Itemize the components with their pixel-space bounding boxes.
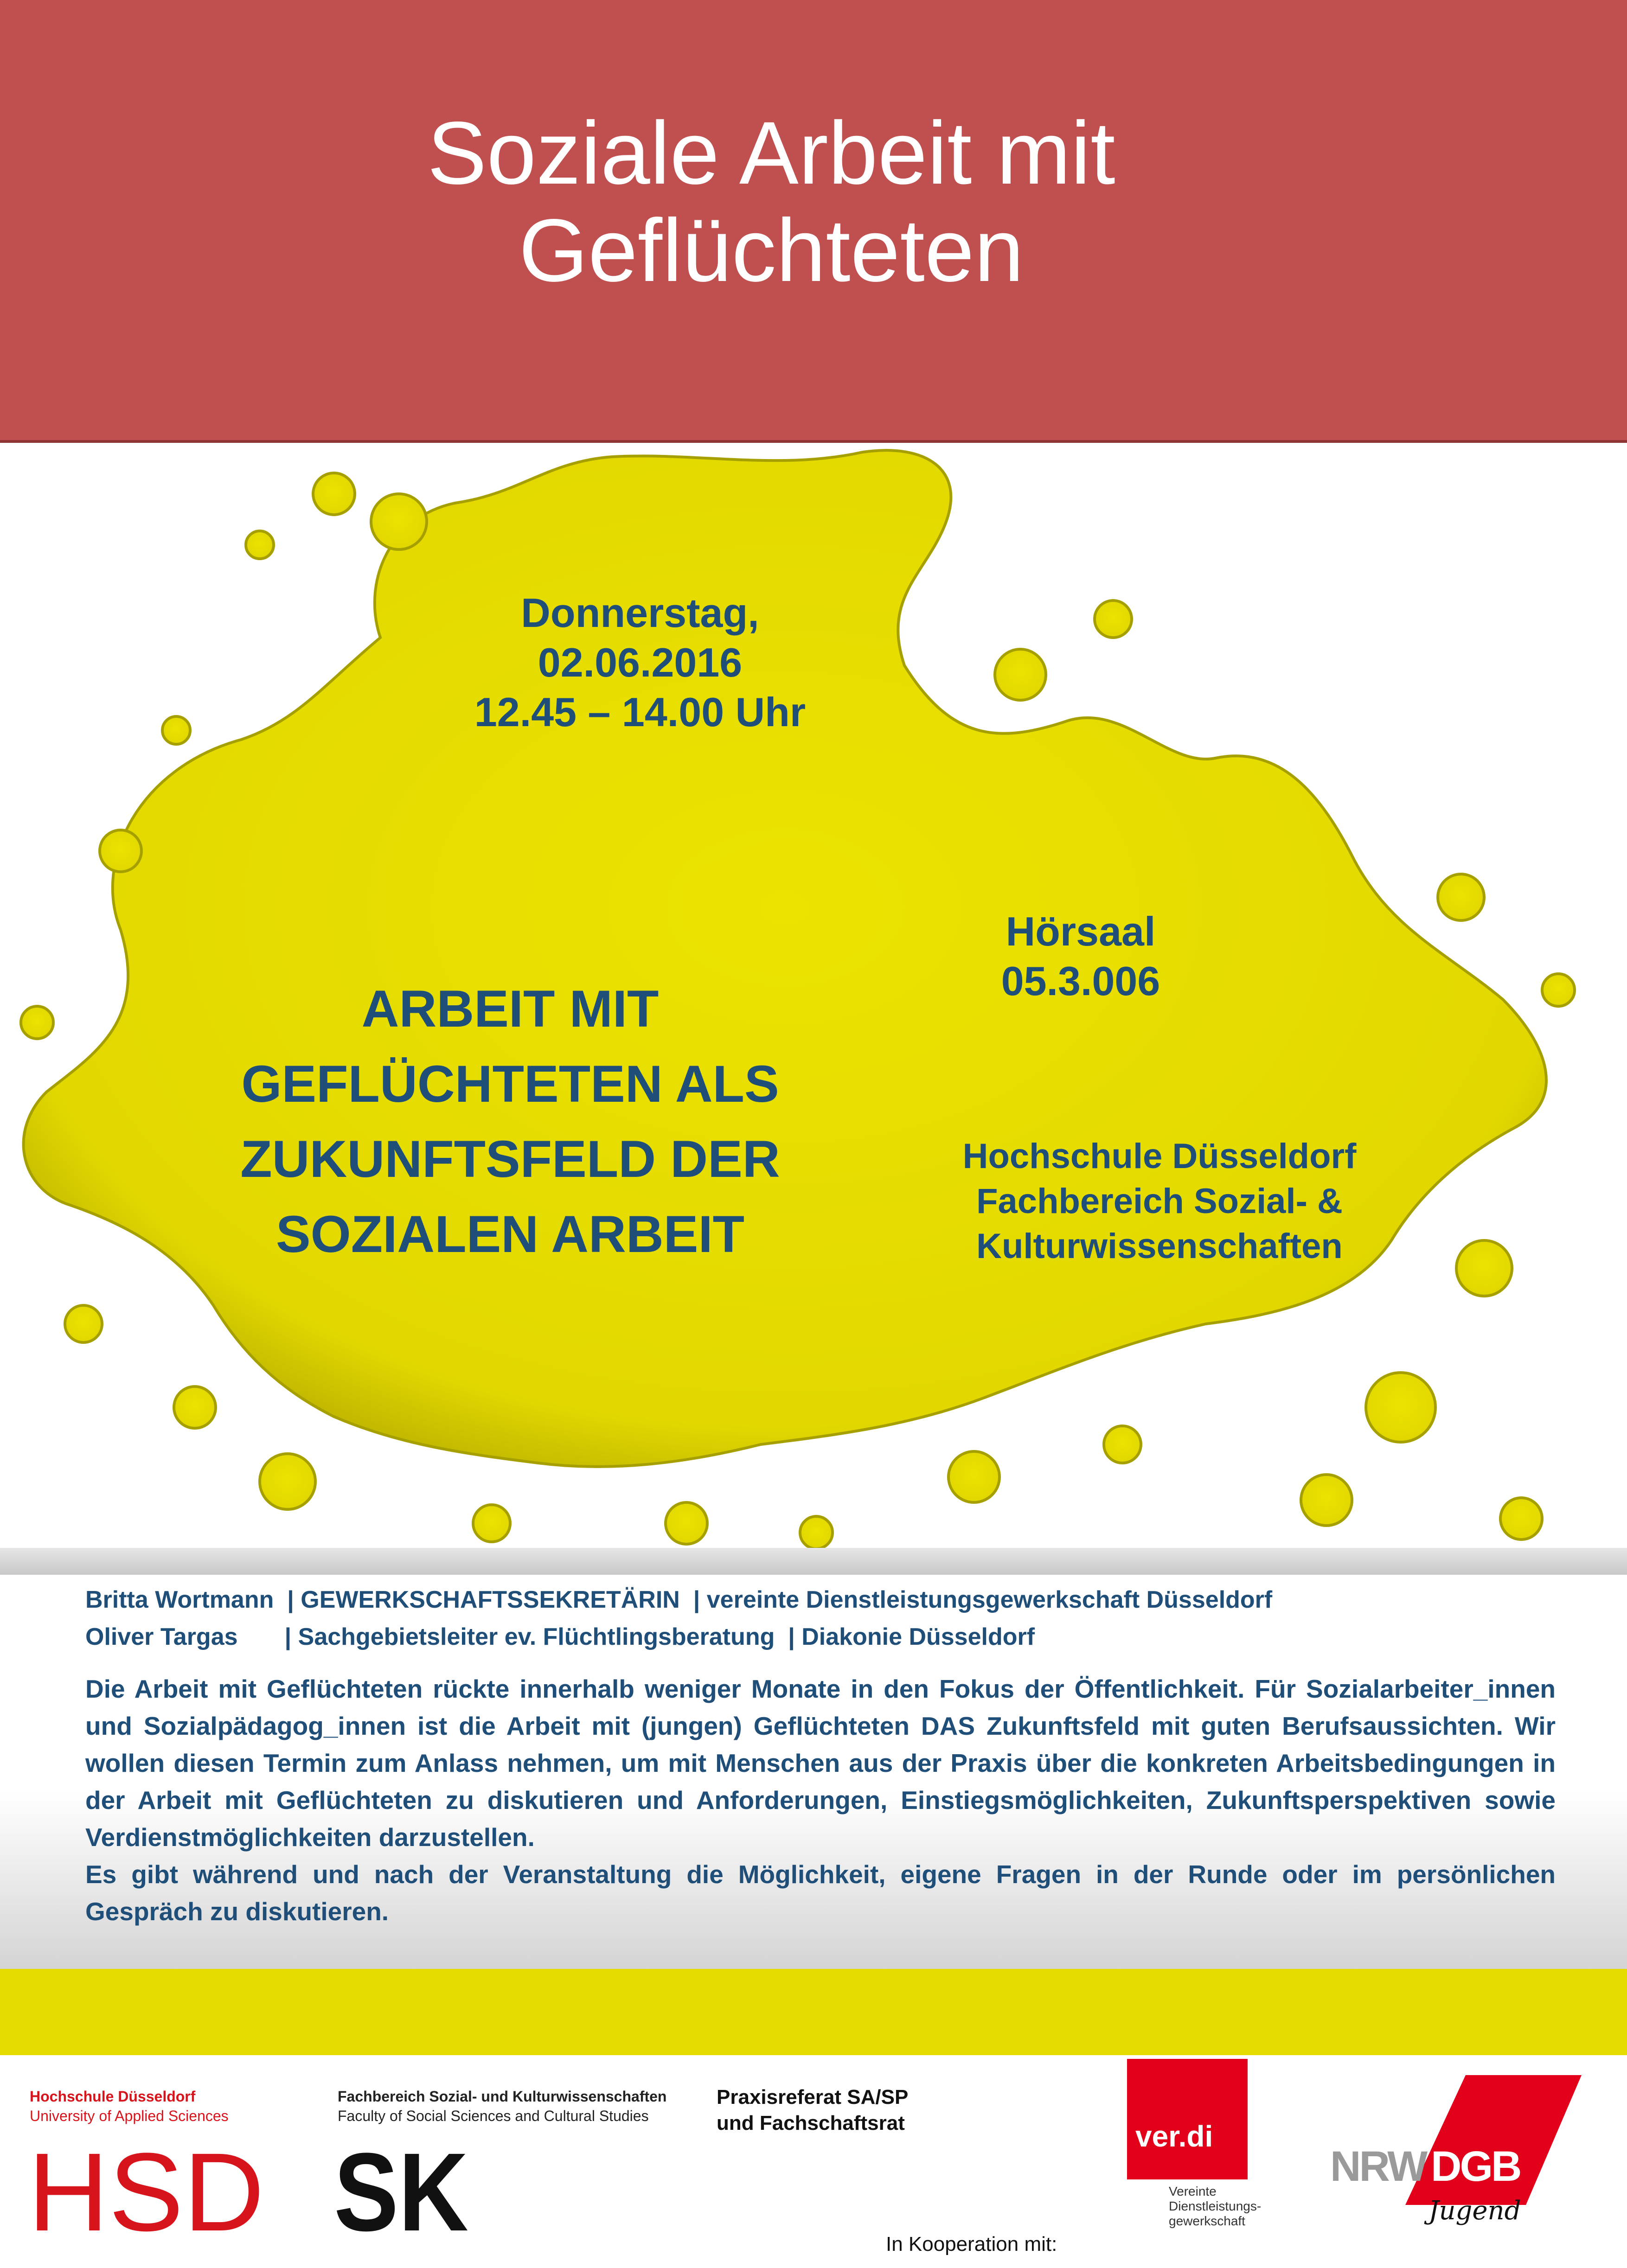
- yellow-footer-band: [0, 1969, 1627, 2055]
- location-line-1: Hochschule Düsseldorf: [962, 1137, 1357, 1176]
- title-line-2: Geflüchteten: [519, 200, 1024, 300]
- verdi-logo-text: ver.di: [1135, 2120, 1213, 2153]
- page-title: [0, 104, 1543, 299]
- speaker-list: [85, 1581, 1272, 1655]
- verdi-sub-line-2: Dienstleistungs-: [1169, 2199, 1262, 2213]
- event-location-block: [881, 1134, 1438, 1269]
- description-paragraph-2: Es gibt während und nach der Veranstaltung die Möglichkeit, eigene Fragen in der Runde oder im persönlichen Gespräch zu diskutieren.: [85, 1860, 1556, 1926]
- location-line-2: Fachbereich Sozial- &: [976, 1182, 1343, 1221]
- title-banner: [0, 0, 1627, 443]
- event-date-block: [464, 588, 816, 737]
- event-room-block: [951, 907, 1211, 1006]
- room-number: 05.3.006: [1001, 958, 1160, 1004]
- sk-logo: [334, 2130, 473, 2254]
- event-date: 02.06.2016: [538, 639, 743, 685]
- speaker-1: Britta Wortmann | GEWERKSCHAFTSSEKRETÄRIN | vereinte Dienstleistungsgewerkschaft Düsseldorf: [85, 1586, 1273, 1613]
- hsd-logo-text: HSD: [28, 2130, 264, 2254]
- room-label: Hörsaal: [1006, 908, 1156, 954]
- dgb-logo-text: DGB: [1431, 2143, 1520, 2190]
- event-description: [85, 1670, 1556, 1930]
- event-day: Donnerstag,: [521, 590, 759, 636]
- hsd-name: Hochschule Düsseldorf: [30, 2088, 196, 2105]
- nrw-logo-text: NRW: [1330, 2143, 1426, 2190]
- headline-line-3: ZUKUNFTSFELD DER: [240, 1130, 780, 1188]
- praxis-line-2: und Fachschaftsrat: [717, 2112, 905, 2134]
- sk-faculty-name: Fachbereich Sozial- und Kulturwissenschaften: [338, 2088, 667, 2105]
- headline-line-2: GEFLÜCHTETEN ALS: [241, 1055, 779, 1113]
- verdi-sub-line-1: Vereinte: [1169, 2184, 1217, 2198]
- description-paragraph-1: Die Arbeit mit Geflüchteten rückte innerhalb weniger Monate in den Fokus der Öffentlichkeit. Für Sozialarbeiter_innen und Sozialpädagog_innen ist die Arbeit mit (jungen) Geflüchteten DAS Zukunftsfeld mit guten Berufsaussichten. Wir wollen diesen Termin zum Anlass nehmen, um mit Menschen aus der Praxis über die konkreten Arbeitsbedingungen in der Arbeit mit Geflüchteten zu diskutieren und Anforderungen, Einstiegsmöglichkeiten, Zukunftsperspektiven sowie Verdienstmöglichkeiten darzustellen.: [85, 1674, 1556, 1852]
- sk-faculty-subtitle: Faculty of Social Sciences and Cultural Studies: [338, 2108, 649, 2124]
- divider-band: [0, 1548, 1627, 1575]
- verdi-subtitle: [1169, 2184, 1261, 2229]
- hsd-subtitle: University of Applied Sciences: [30, 2108, 229, 2124]
- speaker-2: Oliver Targas | Sachgebietsleiter ev. Flüchtlingsberatung | Diakonie Düsseldorf: [85, 1623, 1035, 1650]
- hsd-logo: [28, 2130, 269, 2254]
- sk-logo-text: SK: [334, 2130, 468, 2254]
- cooperation-label: In Kooperation mit:: [886, 2233, 1057, 2255]
- headline-line-1: ARBEIT MIT: [361, 980, 659, 1038]
- location-line-3: Kulturwissenschaften: [976, 1227, 1343, 1266]
- event-headline: [139, 971, 881, 1272]
- jugend-logo-text: Jugend: [1428, 2196, 1521, 2226]
- praxis-line-1: Praxisreferat SA/SP: [717, 2086, 909, 2108]
- verdi-sub-line-3: gewerkschaft: [1169, 2214, 1245, 2228]
- headline-line-4: SOZIALEN ARBEIT: [275, 1205, 745, 1263]
- praxisreferat-label: [717, 2084, 908, 2136]
- title-line-1: Soziale Arbeit mit: [427, 103, 1115, 203]
- event-time: 12.45 – 14.00 Uhr: [474, 689, 806, 735]
